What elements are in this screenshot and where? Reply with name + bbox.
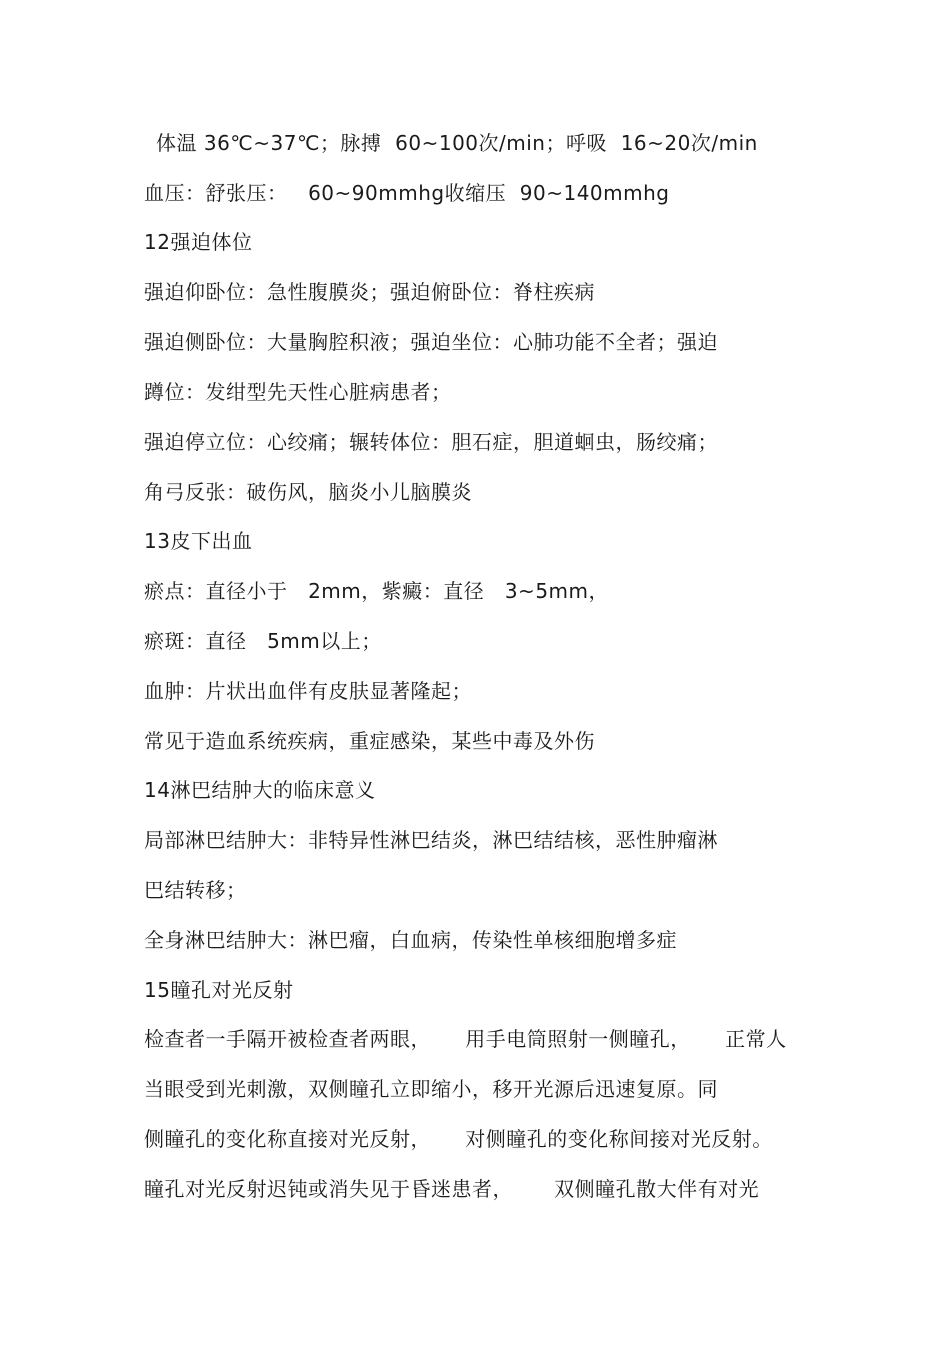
text-line: 当眼受到光刺激，双侧瞳孔立即缩小，移开光源后迅速复原。同 [144, 1077, 718, 1101]
blood-pressure-line: 血压：舒张压： 60~90mmhg收缩压 90~140mmhg [144, 181, 670, 205]
text-line: 强迫仰卧位：急性腹膜炎；强迫俯卧位：脊柱疾病 [144, 280, 595, 304]
vital-signs-line: 体温 36℃~37℃；脉搏 60~100次/min；呼吸 16~20次/min [156, 131, 758, 155]
text-line: 局部淋巴结肿大：非特异性淋巴结炎，淋巴结结核，恶性肿瘤淋 [144, 828, 718, 852]
section-heading-forced-position: 12强迫体位 [144, 230, 253, 254]
text-line: 血肿：片状出血伴有皮肤显著隆起； [144, 679, 472, 703]
text-line: 蹲位：发绀型先天性心脏病患者； [144, 380, 452, 404]
text-line: 强迫侧卧位：大量胸腔积液；强迫坐位：心肺功能不全者；强迫 [144, 330, 718, 354]
text-line: 瘀斑：直径 5mm以上； [144, 629, 382, 653]
text-line: 瞳孔对光反射迟钝或消失见于昏迷患者， 双侧瞳孔散大伴有对光 [144, 1177, 760, 1201]
text-line: 检查者一手隔开被检查者两眼， 用手电筒照射一侧瞳孔， 正常人 [144, 1027, 787, 1051]
section-heading-subcutaneous-bleeding: 13皮下出血 [144, 529, 253, 553]
text-line: 常见于造血系统疾病，重症感染，某些中毒及外伤 [144, 729, 595, 753]
text-line: 巴结转移； [144, 878, 247, 902]
text-line: 侧瞳孔的变化称直接对光反射， 对侧瞳孔的变化称间接对光反射。 [144, 1127, 773, 1151]
section-heading-lymph-nodes: 14淋巴结肿大的临床意义 [144, 778, 376, 802]
text-line: 角弓反张：破伤风，脑炎小儿脑膜炎 [144, 480, 472, 504]
text-line: 强迫停立位：心绞痛；辗转体位：胆石症，胆道蛔虫，肠绞痛； [144, 430, 718, 454]
section-heading-pupillary-reflex: 15瞳孔对光反射 [144, 978, 294, 1002]
text-line: 全身淋巴结肿大：淋巴瘤，白血病，传染性单核细胞增多症 [144, 928, 677, 952]
text-line: 瘀点：直径小于 2mm，紫癜：直径 3~5mm， [144, 579, 610, 603]
